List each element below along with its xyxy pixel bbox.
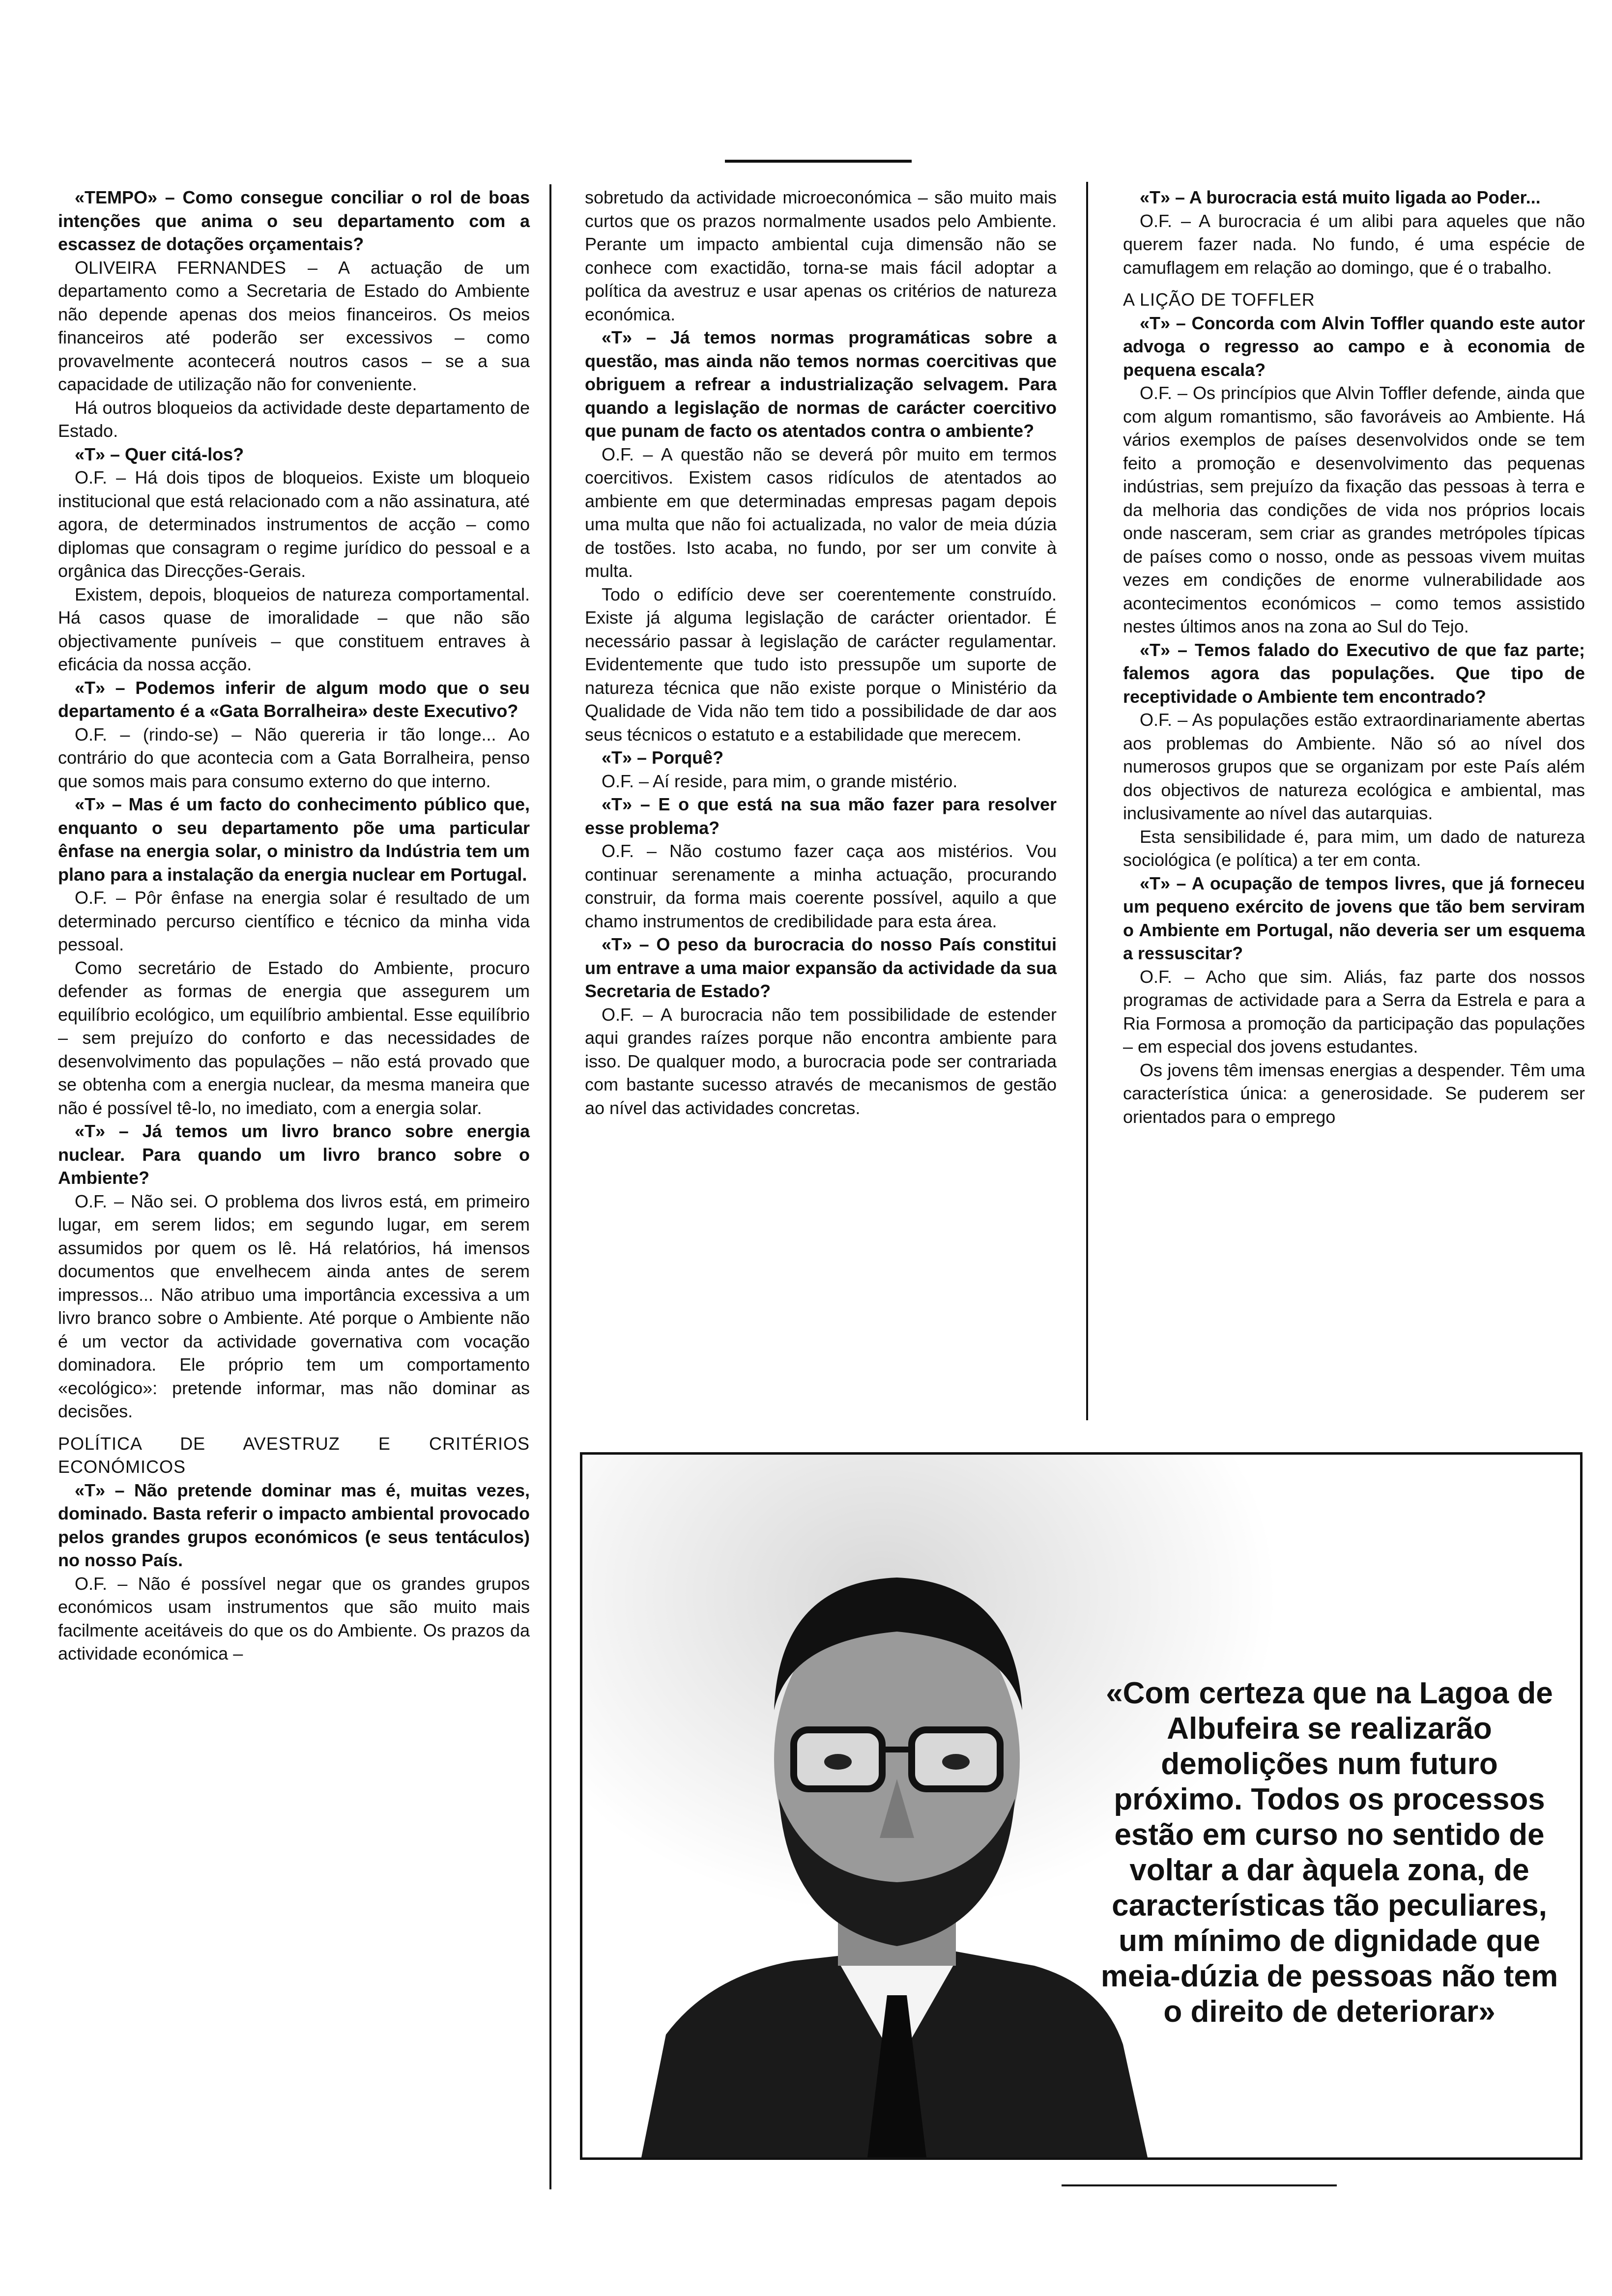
paragraph: Todo o edifício deve ser coerentemente construído. Existe já alguma legislação de carácter orientador. É necessário passar à legislação de carácter regulamentar. Evidentemente que tudo isto pressupõe um suporte de natureza técnica que não existe porque o Ministério da Qualidade de Vida não tem tido a possibilidade de dar aos seus técnicos o estatuto e a estabilidade que merecem. xyxy=(585,584,1057,745)
interview-question: «T» – Concorda com Alvin Toffler quando este autor advoga o regresso ao campo e à economia de pequena escala? xyxy=(1123,313,1585,380)
top-rule xyxy=(725,160,912,163)
photo-caption: «Com certeza que na Lagoa de Albufeira se realizarão demolições num futuro próximo. Todos os processos estão em curso no sentido de voltar a dar àquela zona, de características tão peculiares, um mínimo de dignidade que meia-dúzia de pessoas não tem o direito de deteriorar» xyxy=(1100,1676,1558,2029)
paragraph: Existem, depois, bloqueios de natureza comportamental. Há casos quase de imoralidade – que não são objectivamente puníveis – que constituem entraves à eficácia da nossa acção. xyxy=(58,584,530,674)
interview-question: «T» – Já temos normas programáticas sobre a questão, mas ainda não temos normas coercitivas que obriguem a refrear a industrialização selvagem. Para quando a legislação de normas de carácter coercitivo que punam de facto os atentados contra o ambiente? xyxy=(585,327,1057,441)
paragraph: O.F. – Pôr ênfase na energia solar é resultado de um determinado percurso científico e técnico da minha vida pessoal. xyxy=(58,888,530,954)
bottom-rule xyxy=(1062,2184,1337,2186)
column-2 xyxy=(585,186,1057,1119)
interview-question: «T» – Temos falado do Executivo de que faz parte; falemos agora das populações. Que tipo de receptividade o Ambiente tem encontrado? xyxy=(1123,639,1585,707)
portrait-photo xyxy=(580,1452,1583,2160)
paragraph: O.F. – A burocracia não tem possibilidade de estender aqui grandes raízes porque não encontra ambiente para isso. De qualquer modo, a burocracia pode ser contrariada com bastante sucesso através de mecanismos de gestão ao nível das actividades concretas. xyxy=(585,1004,1057,1118)
paragraph: O.F. – A questão não se deverá pôr muito em termos coercitivos. Existem casos ridículos de atentados ao ambiente em que determinadas empresas pagam depois uma multa que não foi actualizada, no valor de meia dúzia de tostões. Isto acaba, no fundo, por ser um convite à multa. xyxy=(585,444,1057,581)
interview-question: «T» – Não pretende dominar mas é, muitas vezes, dominado. Basta referir o impacto ambiental provocado pelos grandes grupos económicos (e seus tentáculos) no nosso País. xyxy=(58,1480,530,1570)
paragraph: Como secretário de Estado do Ambiente, procuro defender as formas de energia que assegurem um equilíbrio ecológico, um equilíbrio ambiental. Esse equilíbrio – sem prejuízo do conforto e das necessidades de desenvolvimento das populações – não está provado que se obtenha com a energia nuclear, da mesma maneira que não é possível tê-lo, no imediato, com a energia solar. xyxy=(58,957,530,1118)
paragraph: O.F. – (rindo-se) – Não quereria ir tão longe... Ao contrário do que acontecia com a Gata Borralheira, penso que somos mais para consumo externo do que interno. xyxy=(58,724,530,791)
section-heading: POLÍTICA DE AVESTRUZ E CRITÉRIOS ECONÓMICOS xyxy=(58,1433,530,1477)
interview-question: «T» – A ocupação de tempos livres, que já forneceu um pequeno exército de jovens que tão bem serviram o Ambiente em Portugal, não deveria ser um esquema a ressuscitar? xyxy=(1123,873,1585,963)
paragraph: O.F. – Não sei. O problema dos livros está, em primeiro lugar, em serem lidos; em segundo lugar, em serem assumidos por quem os lê. Há relatórios, há imensos documentos que envelhecem ainda antes de serem impressos... Não atribuo uma importância excessiva a um livro branco sobre o Ambiente. Até porque o Ambiente não é um vector da actividade governativa com vocação dominadora. Ele próprio tem um comportamento «ecológico»: pretende informar, mas não dominar as decisões. xyxy=(58,1191,530,1421)
paragraph: Há outros bloqueios da actividade deste departamento de Estado. xyxy=(58,397,530,441)
paragraph: O.F. – As populações estão extraordinariamente abertas aos problemas do Ambiente. Não só ao nível dos numerosos grupos que se organizam por este País além dos objectivos de natureza ecológica e ambiental, mas inclusivamente ao nível das autarquias. xyxy=(1123,710,1585,823)
interview-question: «T» – Quer citá-los? xyxy=(75,444,244,464)
interview-question: «T» – Já temos um livro branco sobre energia nuclear. Para quando um livro branco sobre o Ambiente? xyxy=(58,1121,530,1188)
column-1 xyxy=(58,186,530,1665)
column-3 xyxy=(1123,186,1585,1128)
column-divider-1 xyxy=(549,184,551,2189)
paragraph: O.F. – Os princípios que Alvin Toffler defende, ainda que com algum romantismo, são favoráveis ao Ambiente. Há vários exemplos de países desenvolvidos onde se tem feito a promoção e desenvolvimento das pequenas indústrias, sem prejuízo da fixação das pessoas à terra e da melhoria das condições de vida nos próprios locais onde nasceram, sem criar as grandes metrópoles típicas de países como o nosso, onde as pessoas vivem muitas vezes em condições de enorme vulnerabilidade aos acontecimentos económicos – como temos assistido nestes últimos anos na zona ao Sul do Tejo. xyxy=(1123,383,1585,636)
interview-question: «TEMPO» – Como consegue conciliar o rol de boas intenções que anima o seu departamento com a escassez de dotações orçamentais? xyxy=(58,187,530,254)
paragraph: Esta sensibilidade é, para mim, um dado de natureza sociológica (e política) a ter em conta. xyxy=(1123,826,1585,870)
paragraph: O.F. – Aí reside, para mim, o grande mistério. xyxy=(602,771,958,791)
interview-question: «T» – E o que está na sua mão fazer para resolver esse problema? xyxy=(585,794,1057,838)
interview-question: «T» – A burocracia está muito ligada ao Poder... xyxy=(1140,187,1541,207)
interview-question: «T» – Mas é um facto do conhecimento público que, enquanto o seu departamento põe uma particular ênfase na energia solar, o ministro da Indústria tem um plano para a instalação da energia nuclear em Portugal. xyxy=(58,794,530,885)
interview-question: «T» – Porquê? xyxy=(602,747,724,768)
paragraph: O.F. – Não costumo fazer caça aos mistérios. Vou continuar serenamente a minha actuação, procurando construir, da forma mais coerente possível, aquilo a que chamo instrumentos de credibilidade para esta área. xyxy=(585,841,1057,931)
paragraph: O.F. – A burocracia é um alibi para aqueles que não querem fazer nada. No fundo, é uma espécie de camuflagem em relação ao domingo, que é o trabalho. xyxy=(1123,210,1585,278)
column-divider-2 xyxy=(1086,182,1088,1420)
paragraph: O.F. – Há dois tipos de bloqueios. Existe um bloqueio institucional que está relacionado com a não assinatura, até agora, de determinados instrumentos de acção – como diplomas que consagram o regime jurídico do pessoal e a orgânica das Direcções-Gerais. xyxy=(58,467,530,581)
paragraph: O.F. – Acho que sim. Aliás, faz parte dos nossos programas de actividade para a Serra da Estrela e para a Ria Formosa a promoção da participação das populações – em especial dos jovens estudantes. xyxy=(1123,966,1585,1057)
section-heading: A LIÇÃO DE TOFFLER xyxy=(1123,289,1315,310)
paragraph: O.F. – Não é possível negar que os grandes grupos económicos usam instrumentos que são muito mais facilmente aceitáveis do que os do Ambiente. Os prazos da actividade económica – xyxy=(58,1573,530,1664)
paragraph: Os jovens têm imensas energias a despender. Têm uma característica única: a generosidade. Se puderem ser orientados para o emprego xyxy=(1123,1060,1585,1127)
interview-question: «T» – O peso da burocracia do nosso País constitui um entrave a uma maior expansão da actividade da sua Secretaria de Estado? xyxy=(585,934,1057,1001)
paragraph: sobretudo da actividade microeconómica – são muito mais curtos que os prazos normalmente usados pelo Ambiente. Perante um impacto ambiental cuja dimensão não se conhece com exactidão, torna-se mais fácil adoptar a política da avestruz e usar apenas os critérios de natureza económica. xyxy=(585,187,1057,324)
paragraph: OLIVEIRA FERNANDES – A actuação de um departamento como a Secretaria de Estado do Ambiente não depende apenas dos meios financeiros. Os meios financeiros até poderão ser excessivos – como provavelmente acontecerá noutros casos – se a sua capacidade de utilização não for conveniente. xyxy=(58,257,530,394)
interview-question: «T» – Podemos inferir de algum modo que o seu departamento é a «Gata Borralheira» deste Executivo? xyxy=(58,677,530,721)
